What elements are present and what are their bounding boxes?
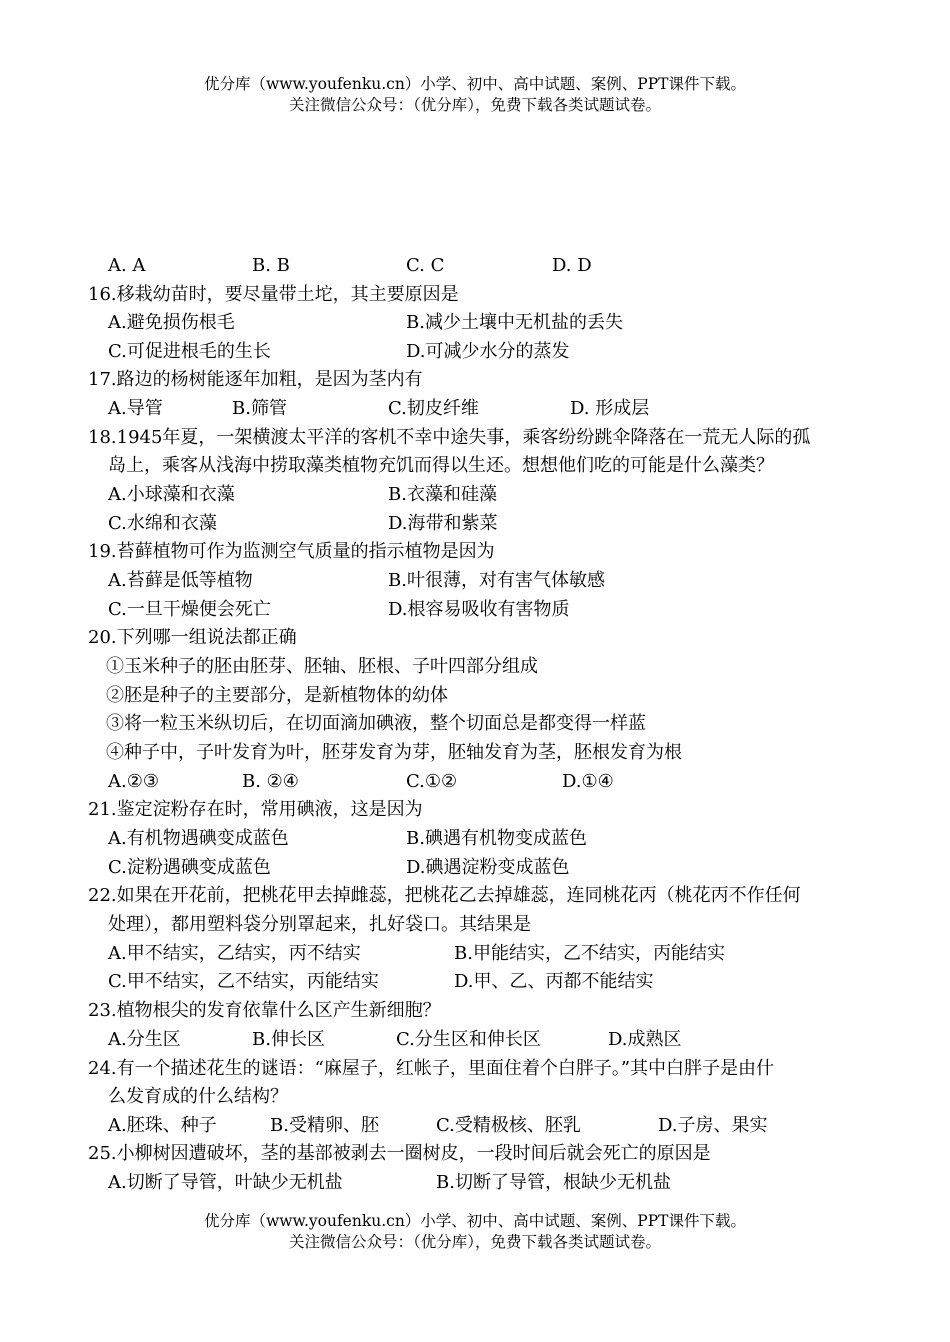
q24-stem-continued: 么发育成的什么结构？: [108, 1086, 288, 1107]
q20-statement-4: ④种子中，子叶发育为叶，胚芽发育为芽，胚轴发育为茎，胚根发育为根: [106, 742, 682, 763]
q15-option-a: A. A: [108, 255, 146, 276]
q25-option-a: A.切断了导管，叶缺少无机盐: [108, 1172, 343, 1193]
q20-option-c: C.①②: [406, 771, 458, 792]
q18-stem-continued: 岛上，乘客从浅海中捞取藻类植物充饥而得以生还。想想他们吃的可能是什么藻类？: [108, 455, 774, 476]
q23-option-c: C.分生区和伸长区: [396, 1029, 541, 1050]
q15-option-b: B. B: [252, 255, 290, 276]
q19-option-c: C.一旦干燥便会死亡: [108, 599, 271, 620]
q16-option-a: A.避免损伤根毛: [108, 312, 235, 333]
q15-option-d: D. D: [552, 255, 592, 276]
q20-statement-2: ②胚是种子的主要部分，是新植物体的幼体: [106, 685, 448, 706]
page-footer: [0, 1211, 950, 1253]
q24-stem: 24.有一个描述花生的谜语：“麻屋子，红帐子，里面住着个白胖子。”其中白胖子是由什: [88, 1058, 775, 1079]
q24-option-c: C.受精极核、胚乳: [436, 1115, 581, 1136]
q24-option-b: B.受精卵、胚: [270, 1115, 379, 1136]
q18-option-b: B.衣藻和硅藻: [388, 484, 497, 505]
q20-statement-1: ①玉米种子的胚由胚芽、胚轴、胚根、子叶四部分组成: [106, 656, 538, 677]
header-line-2: 关注微信公众号：（优分库），免费下载各类试题试卷。: [288, 96, 661, 114]
q16-option-b: B.减少土壤中无机盐的丢失: [406, 312, 623, 333]
q19-option-b: B.叶很薄，对有害气体敏感: [388, 570, 605, 591]
q23-option-b: B.伸长区: [252, 1029, 325, 1050]
q18-option-a: A.小球藻和衣藻: [108, 484, 235, 505]
q18-option-c: C.水绵和衣藻: [108, 513, 217, 534]
q16-stem: 16.移栽幼苗时，要尽量带土坨，其主要原因是: [88, 284, 459, 305]
q22-option-d: D.甲、乙、丙都不能结实: [454, 971, 654, 992]
q20-option-b: B. ②④: [242, 771, 299, 792]
q25-stem: 25.小柳树因遭破坏，茎的基部被剥去一圈树皮，一段时间后就会死亡的原因是: [88, 1143, 711, 1164]
q20-stem: 20.下列哪一组说法都正确: [88, 627, 297, 648]
q20-option-d: D.①④: [562, 771, 614, 792]
q17-stem: 17.路边的杨树能逐年加粗，是因为茎内有: [88, 369, 423, 390]
q20-statement-3: ③将一粒玉米纵切后，在切面滴加碘液，整个切面总是都变得一样蓝: [106, 713, 646, 734]
q25-option-b: B.切断了导管，根缺少无机盐: [436, 1172, 671, 1193]
q17-option-c: C.韧皮纤维: [388, 398, 479, 419]
q17-option-a: A.导管: [108, 398, 163, 419]
q21-option-c: C.淀粉遇碘变成蓝色: [108, 857, 271, 878]
q22-stem: 22.如果在开花前，把桃花甲去掉雌蕊，把桃花乙去掉雄蕊，连同桃花丙（桃花丙不作任何: [88, 885, 801, 906]
q18-option-d: D.海带和紫菜: [388, 513, 498, 534]
q24-option-a: A.胚珠、种子: [108, 1115, 217, 1136]
q15-option-c: C. C: [406, 255, 445, 276]
q16-option-c: C.可促进根毛的生长: [108, 341, 271, 362]
q17-option-d: D. 形成层: [570, 398, 650, 419]
q19-option-d: D.根容易吸收有害物质: [388, 599, 570, 620]
q21-option-d: D.碘遇淀粉变成蓝色: [406, 857, 570, 878]
q21-stem: 21.鉴定淀粉存在时，常用碘液，这是因为: [88, 799, 423, 820]
footer-line-1: 优分库（www.youfenku.cn）小学、初中、高中试题、案例、PPT课件下载。: [203, 1212, 747, 1230]
q21-option-a: A.有机物遇碘变成蓝色: [108, 828, 289, 849]
q23-stem: 23.植物根尖的发育依靠什么区产生新细胞？: [88, 1000, 441, 1021]
q22-stem-continued: 处理），都用塑料袋分别罩起来，扎好袋口。其结果是: [108, 914, 531, 935]
q16-option-d: D.可减少水分的蒸发: [406, 341, 570, 362]
q22-option-b: B.甲能结实，乙不结实，丙能结实: [454, 943, 725, 964]
q20-option-a: A.②③: [108, 771, 159, 792]
q19-option-a: A.苔藓是低等植物: [108, 570, 253, 591]
header-line-1: 优分库（www.youfenku.cn）小学、初中、高中试题、案例、PPT课件下载。: [203, 75, 747, 93]
q22-option-a: A.甲不结实，乙结实，丙不结实: [108, 943, 361, 964]
q21-option-b: B.碘遇有机物变成蓝色: [406, 828, 587, 849]
q17-option-b: B.筛管: [232, 398, 287, 419]
q23-option-a: A.分生区: [108, 1029, 181, 1050]
q18-stem: 18.1945年夏，一架横渡太平洋的客机不幸中途失事，乘客纷纷跳伞降落在一荒无人际的孤: [88, 427, 811, 448]
q24-option-d: D.子房、果实: [658, 1115, 768, 1136]
footer-line-2: 关注微信公众号：（优分库），免费下载各类试题试卷。: [288, 1233, 661, 1251]
q19-stem: 19.苔藓植物可作为监测空气质量的指示植物是因为: [88, 541, 495, 562]
q23-option-d: D.成熟区: [608, 1029, 682, 1050]
page-header: [0, 74, 950, 116]
q22-option-c: C.甲不结实，乙不结实，丙能结实: [108, 971, 379, 992]
